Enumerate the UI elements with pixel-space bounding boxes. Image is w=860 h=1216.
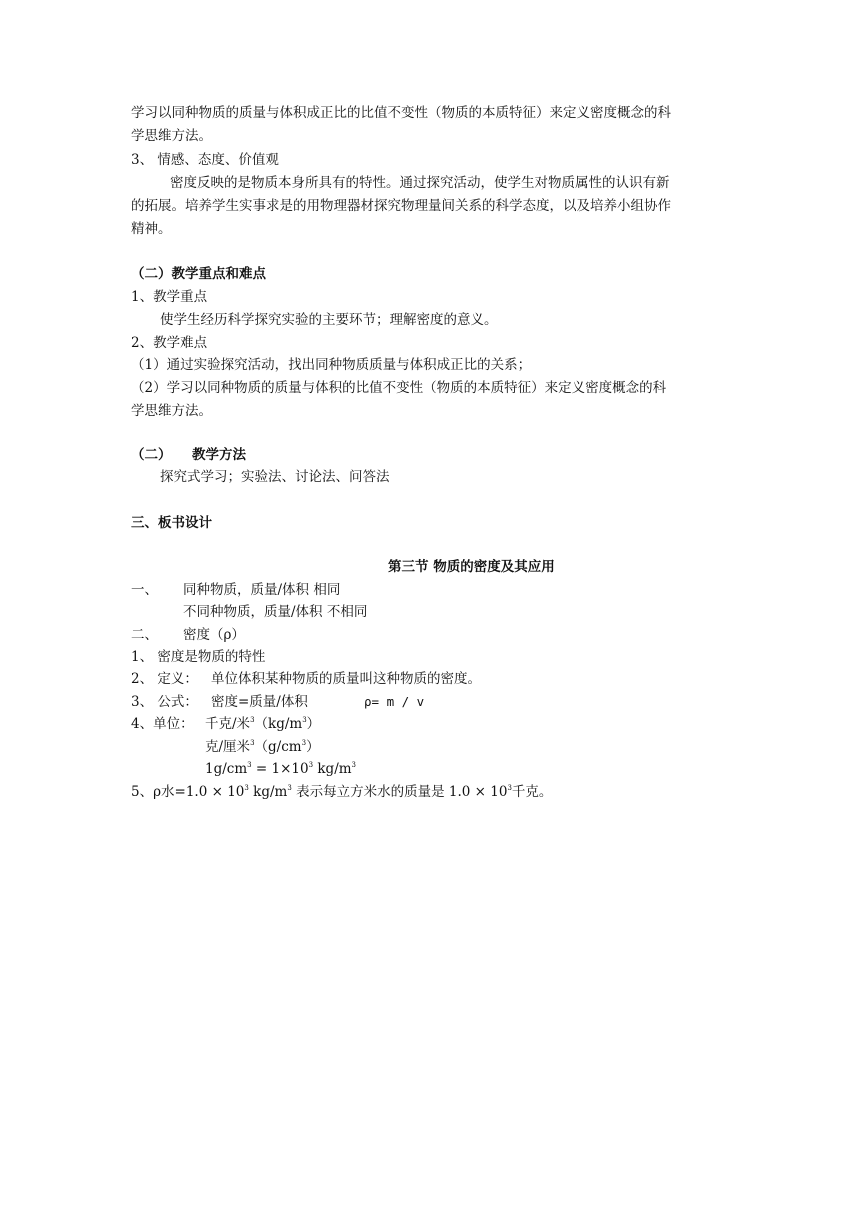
board-item-label: 2、 定义： bbox=[131, 671, 198, 687]
unit-conversion: $1g/cm^3 = 1\times 10^3$ $kg/m^3$ bbox=[205, 761, 357, 777]
board-line: 不同种物质，质量/体积 不相同 bbox=[183, 604, 368, 620]
unit-line: 克/厘米$^3(g/cm^3)$ bbox=[205, 739, 320, 755]
list-item: （1）通过实验探究活动，找出同种物质质量与体积成正比的关系； bbox=[131, 357, 532, 373]
subsection-title: 2、教学难点 bbox=[131, 335, 208, 351]
paragraph-line: 密度反映的是物质本身所具有的特性。通过探究活动，使学生对物质属性的认识有新 bbox=[170, 175, 670, 191]
board-title: 第三节 物质的密度及其应用 bbox=[388, 559, 555, 575]
board-item: 1、 密度是物质的特性 bbox=[131, 649, 266, 665]
section-title: 3、 情感、态度、价值观 bbox=[131, 152, 279, 168]
paragraph-line: 使学生经历科学探究实验的主要环节；理解密度的意义。 bbox=[160, 312, 498, 328]
paragraph-line: 探究式学习；实验法、讨论法、问答法 bbox=[160, 469, 390, 485]
subsection-title: 1、教学重点 bbox=[131, 289, 208, 305]
board-item-text: 单位体积某种物质的质量叫这种物质的密度。 bbox=[211, 671, 481, 687]
list-item: 学思维方法。 bbox=[131, 403, 212, 419]
paragraph-line: 精神。 bbox=[131, 221, 172, 237]
objective-line: 学思维方法。 bbox=[131, 128, 212, 144]
board-item-text: 密度=质量/体积 bbox=[211, 694, 308, 710]
section-heading: 三、板书设计 bbox=[131, 515, 212, 531]
board-item-label: 3、 公式： bbox=[131, 694, 198, 710]
objective-line: 学习以同种物质的质量与体积成正比的比值不变性（物质的本质特征）来定义密度概念的科 bbox=[131, 105, 671, 121]
paragraph-line: 的拓展。培养学生实事求是的用物理器材探究物理量间关系的科学态度，以及培养小组协作 bbox=[131, 198, 671, 214]
board-number: 一、 bbox=[131, 582, 158, 598]
water-density-line: 5、ρ水$=1.0 \times 10^3$ $kg/m^3$ 表示每立方米水的质量是 $1.0 \times 10^3$千克。 bbox=[131, 784, 553, 800]
board-number: 二、 bbox=[131, 627, 158, 643]
list-item: （2）学习以同种物质的质量与体积的比值不变性（物质的本质特征）来定义密度概念的科 bbox=[131, 380, 667, 396]
board-line: 密度（ρ） bbox=[183, 627, 245, 643]
board-item-label: 4、单位： bbox=[131, 716, 194, 732]
section-heading-number: （二） bbox=[131, 447, 172, 463]
section-heading: （二）教学重点和难点 bbox=[131, 266, 266, 282]
board-line: 同种物质，质量/体积 相同 bbox=[183, 582, 341, 598]
section-heading: 教学方法 bbox=[192, 447, 246, 463]
density-formula: ρ= m / v bbox=[364, 694, 425, 709]
unit-line: 千克/米$^3(kg/m^3)$ bbox=[205, 716, 321, 732]
